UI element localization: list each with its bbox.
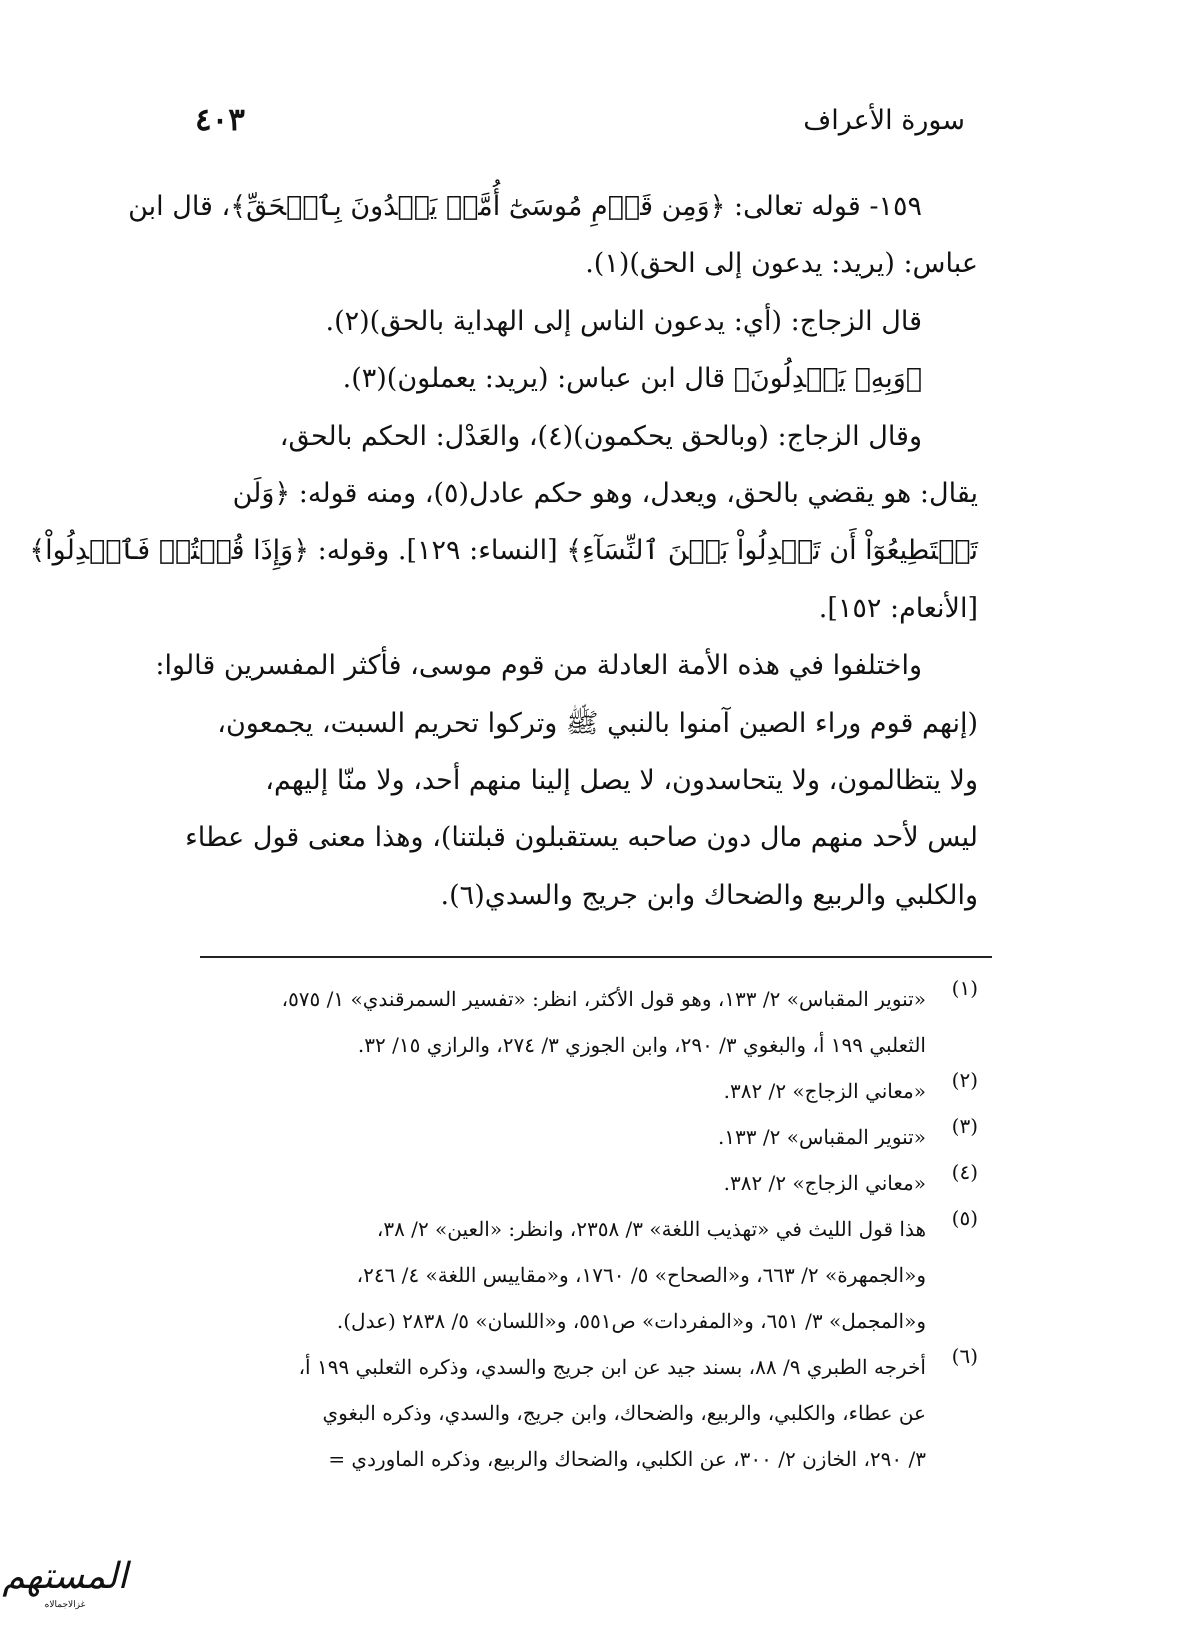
footnote-line: «تنوير المقباس» ٢/ ١٣٣. [717,1125,926,1149]
text-line: واختلفوا في هذه الأمة العادلة من قوم موسى، فأكثر المفسرين قالوا: [155,650,922,682]
footnote-3 [132,1114,978,1160]
text-line: تَسۡتَطِيعُوٓاْ أَن تَعۡدِلُواْ بَيۡنَ ٱلنِّسَآءِ﴾ [النساء: ١٢٩]. وقوله: ﴿وَإِذَا قُلۡتُمۡ فَٱعۡدِلُواْ﴾ [29,535,978,567]
text-line: عباس: (يريد: يدعون إلى الحق)(١). [585,248,978,280]
text-line: ١٥٩- قوله تعالى: ﴿وَمِن قَوۡمِ مُوسَىٰٓ أُمَّةٞ يَهۡدُونَ بِٱلۡحَقِّ﴾، قال ابن [128,191,922,222]
footnote-6 [132,1344,978,1482]
watermark-logo [0,1555,130,1625]
text-line: ليس لأحد منهم مال دون صاحبه يستقبلون قبلتنا)، وهذا معنى قول عطاء [185,822,978,854]
footnote-line: و«المجمل» ٣/ ٦٥١، و«المفردات» ص٥٥١، و«اللسان» ٥/ ٢٨٣٨ (عدل). [336,1309,926,1333]
footnotes [132,976,978,1482]
text-line: [الأنعام: ١٥٢]. [818,592,978,624]
footnote-line: «معاني الزجاج» ٢/ ٣٨٢. [723,1079,926,1103]
text-line: قال الزجاج: (أي: يدعون الناس إلى الهداية بالحق)(٢). [325,305,922,337]
page-header [195,95,965,145]
footnote-number: (٤) [951,1160,978,1184]
footnote-line: عن عطاء، والكلبي، والربيع، والضحاك، وابن جريج، والسدي، وذكره البغوي [322,1401,926,1425]
footnote-5 [132,1206,978,1344]
footnote-4 [132,1160,978,1206]
footnote-line: أخرجه الطبري ٩/ ٨٨، بسند جيد عن ابن جريج والسدي، وذكره الثعلبي ١٩٩ أ، [298,1355,926,1379]
surah-title: سورة الأعراف [803,104,965,136]
text-line: ﴿وَبِهِۦ يَعۡدِلُونَ﴾ قال ابن عباس: (يريد: يعملون)(٣). [342,363,922,395]
text-line: وقال الزجاج: (وبالحق يحكمون)(٤)، والعَدْل: الحكم بالحق، [279,420,922,452]
footnote-number: (٣) [951,1114,978,1138]
main-text [29,178,978,924]
footnote-line: الثعلبي ١٩٩ أ، والبغوي ٣/ ٢٩٠، وابن الجوزي ٣/ ٢٧٤، والرازي ١٥/ ٣٢. [357,1033,926,1057]
text-line: (إنهم قوم وراء الصين آمنوا بالنبي ﷺ وتركوا تحريم السبت، يجمعون، [217,707,978,739]
text-line: والكلبي والربيع والضحاك وابن جريج والسدي(٦). [440,879,978,911]
footnote-number: (١) [951,976,978,1000]
footnote-number: (٢) [951,1068,978,1092]
footnote-2 [132,1068,978,1114]
footnote-line: هذا قول الليث في «تهذيب اللغة» ٣/ ٢٣٥٨، وانظر: «العين» ٢/ ٣٨، [376,1217,926,1241]
page-number: ٤٠٣ [195,102,245,138]
text-line: يقال: هو يقضي بالحق، ويعدل، وهو حكم عادل(٥)، ومنه قوله: ﴿وَلَن [232,477,978,509]
text-line: ولا يتظالمون، ولا يتحاسدون، لا يصل إلينا منهم أحد، ولا منّا إليهم، [265,764,978,796]
logo-subtext: غزالاجمالاه [44,1600,86,1610]
footnote-line: «تنوير المقباس» ٢/ ١٣٣، وهو قول الأكثر، انظر: «تفسير السمرقندي» ١/ ٥٧٥، [281,987,926,1011]
footnote-divider [200,956,992,958]
footnote-line: و«الجمهرة» ٢/ ٦٦٣، و«الصحاح» ٥/ ١٧٦٠، و«مقاييس اللغة» ٤/ ٢٤٦، [356,1263,926,1287]
logo-text: المستهم [2,1556,128,1597]
footnote-number: (٦) [951,1344,978,1368]
footnote-1 [132,976,978,1068]
footnote-number: (٥) [951,1206,978,1230]
footnote-line: «معاني الزجاج» ٢/ ٣٨٢. [723,1171,926,1195]
footnote-line: ٣/ ٢٩٠، الخازن ٢/ ٣٠٠، عن الكلبي، والضحاك والربيع، وذكره الماوردي = [328,1447,926,1471]
